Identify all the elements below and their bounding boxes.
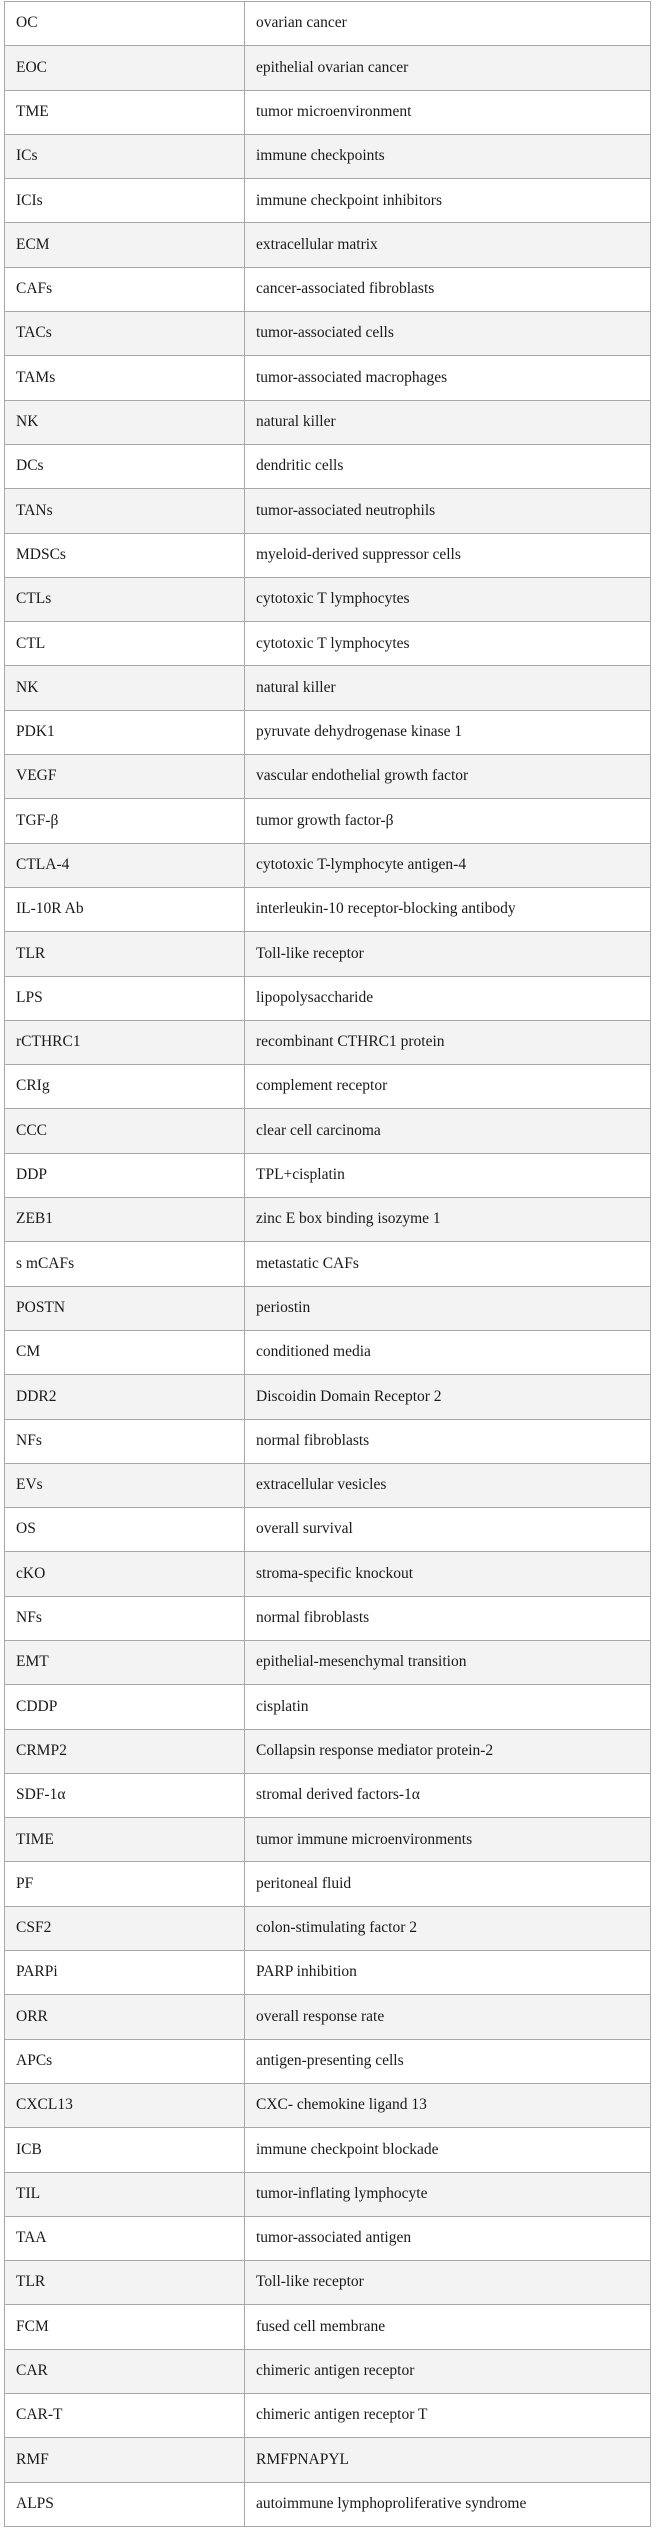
definition-cell: lipopolysaccharide bbox=[245, 976, 651, 1020]
table-row bbox=[5, 1198, 651, 1242]
abbreviation-cell: cKO bbox=[5, 1552, 245, 1596]
definition-cell: overall survival bbox=[245, 1508, 651, 1552]
abbreviation-cell: CXCL13 bbox=[5, 2083, 245, 2127]
table-row bbox=[5, 1685, 651, 1729]
definition-cell: cytotoxic T-lymphocyte antigen-4 bbox=[245, 843, 651, 887]
abbreviation-cell: CAFs bbox=[5, 267, 245, 311]
abbreviation-cell: CTLA-4 bbox=[5, 843, 245, 887]
table-row bbox=[5, 1951, 651, 1995]
abbreviation-cell: TAMs bbox=[5, 356, 245, 400]
definition-cell: interleukin-10 receptor-blocking antibody bbox=[245, 887, 651, 931]
definition-cell: metastatic CAFs bbox=[245, 1242, 651, 1286]
abbreviation-cell: DDR2 bbox=[5, 1375, 245, 1419]
definition-cell: Collapsin response mediator protein-2 bbox=[245, 1729, 651, 1773]
abbreviation-cell: CDDP bbox=[5, 1685, 245, 1729]
definition-cell: cytotoxic T lymphocytes bbox=[245, 622, 651, 666]
abbreviation-cell: EVs bbox=[5, 1463, 245, 1507]
definition-cell: stromal derived factors-1α bbox=[245, 1773, 651, 1817]
definition-cell: myeloid-derived suppressor cells bbox=[245, 533, 651, 577]
definition-cell: tumor-associated neutrophils bbox=[245, 489, 651, 533]
definition-cell: cisplatin bbox=[245, 1685, 651, 1729]
abbreviation-cell: CRMP2 bbox=[5, 1729, 245, 1773]
definition-cell: peritoneal fluid bbox=[245, 1862, 651, 1906]
definition-cell: stroma-specific knockout bbox=[245, 1552, 651, 1596]
abbreviation-cell: CRIg bbox=[5, 1065, 245, 1109]
definition-cell: clear cell carcinoma bbox=[245, 1109, 651, 1153]
abbreviation-cell: NFs bbox=[5, 1419, 245, 1463]
abbreviation-cell: CSF2 bbox=[5, 1906, 245, 1950]
table-row bbox=[5, 799, 651, 843]
definition-cell: tumor-associated antigen bbox=[245, 2216, 651, 2260]
abbreviation-cell: TLR bbox=[5, 2261, 245, 2305]
table-row bbox=[5, 1286, 651, 1330]
abbreviation-cell: TIME bbox=[5, 1818, 245, 1862]
table-row bbox=[5, 622, 651, 666]
definition-cell: pyruvate dehydrogenase kinase 1 bbox=[245, 710, 651, 754]
abbreviation-cell: POSTN bbox=[5, 1286, 245, 1330]
definition-cell: Discoidin Domain Receptor 2 bbox=[245, 1375, 651, 1419]
definition-cell: tumor-associated macrophages bbox=[245, 356, 651, 400]
abbreviation-cell: TGF-β bbox=[5, 799, 245, 843]
table-row bbox=[5, 2083, 651, 2127]
abbreviation-cell: TAA bbox=[5, 2216, 245, 2260]
abbreviation-cell: ZEB1 bbox=[5, 1198, 245, 1242]
table-row bbox=[5, 1153, 651, 1197]
definition-cell: immune checkpoints bbox=[245, 134, 651, 178]
table-row bbox=[5, 90, 651, 134]
abbreviation-cell: TACs bbox=[5, 312, 245, 356]
table-row bbox=[5, 2128, 651, 2172]
abbreviation-cell: TLR bbox=[5, 932, 245, 976]
table-row bbox=[5, 267, 651, 311]
abbreviation-cell: DDP bbox=[5, 1153, 245, 1197]
definition-cell: tumor-inflating lymphocyte bbox=[245, 2172, 651, 2216]
table-row bbox=[5, 1375, 651, 1419]
abbreviation-cell: SDF-1α bbox=[5, 1773, 245, 1817]
abbreviation-cell: ORR bbox=[5, 1995, 245, 2039]
table-row bbox=[5, 400, 651, 444]
abbreviation-cell: CTLs bbox=[5, 577, 245, 621]
abbreviation-cell: EOC bbox=[5, 46, 245, 90]
table-row bbox=[5, 1330, 651, 1374]
table-row bbox=[5, 1242, 651, 1286]
abbreviation-cell: RMF bbox=[5, 2438, 245, 2482]
definition-cell: autoimmune lymphoproliferative syndrome bbox=[245, 2482, 651, 2526]
abbreviation-cell: DCs bbox=[5, 444, 245, 488]
table-row bbox=[5, 2261, 651, 2305]
table-row bbox=[5, 179, 651, 223]
definition-cell: extracellular vesicles bbox=[245, 1463, 651, 1507]
abbreviation-cell: LPS bbox=[5, 976, 245, 1020]
definition-cell: tumor immune microenvironments bbox=[245, 1818, 651, 1862]
definition-cell: conditioned media bbox=[245, 1330, 651, 1374]
definition-cell: chimeric antigen receptor T bbox=[245, 2394, 651, 2438]
table-row bbox=[5, 2039, 651, 2083]
abbreviation-cell: OS bbox=[5, 1508, 245, 1552]
definition-cell: colon-stimulating factor 2 bbox=[245, 1906, 651, 1950]
abbreviation-cell: NFs bbox=[5, 1596, 245, 1640]
abbreviation-cell: TME bbox=[5, 90, 245, 134]
abbreviation-cell: ECM bbox=[5, 223, 245, 267]
table-row bbox=[5, 533, 651, 577]
definition-cell: tumor-associated cells bbox=[245, 312, 651, 356]
abbreviation-cell: IL-10R Ab bbox=[5, 887, 245, 931]
definition-cell: immune checkpoint blockade bbox=[245, 2128, 651, 2172]
abbreviation-cell: NK bbox=[5, 666, 245, 710]
abbreviation-cell: VEGF bbox=[5, 755, 245, 799]
definition-cell: Toll-like receptor bbox=[245, 2261, 651, 2305]
abbreviation-cell: CAR-T bbox=[5, 2394, 245, 2438]
table-row bbox=[5, 1463, 651, 1507]
definition-cell: fused cell membrane bbox=[245, 2305, 651, 2349]
table-row bbox=[5, 666, 651, 710]
table-row bbox=[5, 46, 651, 90]
abbreviation-cell: s mCAFs bbox=[5, 1242, 245, 1286]
definition-cell: periostin bbox=[245, 1286, 651, 1330]
table-row bbox=[5, 1773, 651, 1817]
table-row bbox=[5, 1818, 651, 1862]
definition-cell: extracellular matrix bbox=[245, 223, 651, 267]
abbreviation-cell: CM bbox=[5, 1330, 245, 1374]
table-row bbox=[5, 843, 651, 887]
definition-cell: RMFPNAPYL bbox=[245, 2438, 651, 2482]
abbreviation-cell: TIL bbox=[5, 2172, 245, 2216]
table-row bbox=[5, 2216, 651, 2260]
abbreviation-cell: EMT bbox=[5, 1640, 245, 1684]
definition-cell: natural killer bbox=[245, 400, 651, 444]
definition-cell: ovarian cancer bbox=[245, 2, 651, 46]
abbreviation-cell: ICs bbox=[5, 134, 245, 178]
table-row bbox=[5, 2349, 651, 2393]
table-row bbox=[5, 1995, 651, 2039]
table-row bbox=[5, 710, 651, 754]
table-row bbox=[5, 312, 651, 356]
definition-cell: vascular endothelial growth factor bbox=[245, 755, 651, 799]
table-row bbox=[5, 976, 651, 1020]
abbreviation-cell: CCC bbox=[5, 1109, 245, 1153]
definition-cell: antigen-presenting cells bbox=[245, 2039, 651, 2083]
table-row bbox=[5, 2305, 651, 2349]
definition-cell: immune checkpoint inhibitors bbox=[245, 179, 651, 223]
abbreviation-cell: NK bbox=[5, 400, 245, 444]
abbreviation-cell: FCM bbox=[5, 2305, 245, 2349]
table-row bbox=[5, 1906, 651, 1950]
abbreviation-cell: MDSCs bbox=[5, 533, 245, 577]
table-row bbox=[5, 1596, 651, 1640]
definition-cell: cancer-associated fibroblasts bbox=[245, 267, 651, 311]
definition-cell: natural killer bbox=[245, 666, 651, 710]
abbreviation-cell: APCs bbox=[5, 2039, 245, 2083]
abbreviation-cell: TANs bbox=[5, 489, 245, 533]
table-row bbox=[5, 1729, 651, 1773]
definition-cell: epithelial-mesenchymal transition bbox=[245, 1640, 651, 1684]
abbreviation-cell: CTL bbox=[5, 622, 245, 666]
table-row bbox=[5, 755, 651, 799]
table-row bbox=[5, 2172, 651, 2216]
table-row bbox=[5, 356, 651, 400]
definition-cell: recombinant CTHRC1 protein bbox=[245, 1020, 651, 1064]
definition-cell: normal fibroblasts bbox=[245, 1596, 651, 1640]
table-row bbox=[5, 444, 651, 488]
table-row bbox=[5, 134, 651, 178]
table-row bbox=[5, 2438, 651, 2482]
definition-cell: tumor microenvironment bbox=[245, 90, 651, 134]
definition-cell: tumor growth factor-β bbox=[245, 799, 651, 843]
definition-cell: zinc E box binding isozyme 1 bbox=[245, 1198, 651, 1242]
table-row bbox=[5, 932, 651, 976]
definition-cell: Toll-like receptor bbox=[245, 932, 651, 976]
table-row bbox=[5, 1419, 651, 1463]
abbreviation-cell: PARPi bbox=[5, 1951, 245, 1995]
abbreviation-cell: PF bbox=[5, 1862, 245, 1906]
abbreviation-cell: OC bbox=[5, 2, 245, 46]
abbreviation-cell: PDK1 bbox=[5, 710, 245, 754]
definition-cell: PARP inhibition bbox=[245, 1951, 651, 1995]
table-row bbox=[5, 2394, 651, 2438]
table-row bbox=[5, 577, 651, 621]
definition-cell: overall response rate bbox=[245, 1995, 651, 2039]
table-row bbox=[5, 1508, 651, 1552]
table-row bbox=[5, 223, 651, 267]
definition-cell: TPL+cisplatin bbox=[245, 1153, 651, 1197]
table-row bbox=[5, 1109, 651, 1153]
table-row bbox=[5, 1552, 651, 1596]
abbreviations-table-body bbox=[5, 2, 651, 2527]
abbreviation-cell: ALPS bbox=[5, 2482, 245, 2526]
definition-cell: cytotoxic T lymphocytes bbox=[245, 577, 651, 621]
definition-cell: complement receptor bbox=[245, 1065, 651, 1109]
abbreviation-cell: ICIs bbox=[5, 179, 245, 223]
table-row bbox=[5, 1065, 651, 1109]
table-row bbox=[5, 887, 651, 931]
definition-cell: CXC- chemokine ligand 13 bbox=[245, 2083, 651, 2127]
table-row bbox=[5, 2482, 651, 2526]
abbreviation-cell: ICB bbox=[5, 2128, 245, 2172]
table-row bbox=[5, 489, 651, 533]
definition-cell: epithelial ovarian cancer bbox=[245, 46, 651, 90]
table-row bbox=[5, 1640, 651, 1684]
abbreviation-cell: rCTHRC1 bbox=[5, 1020, 245, 1064]
table-row bbox=[5, 1862, 651, 1906]
definition-cell: normal fibroblasts bbox=[245, 1419, 651, 1463]
table-row bbox=[5, 1020, 651, 1064]
definition-cell: chimeric antigen receptor bbox=[245, 2349, 651, 2393]
abbreviation-cell: CAR bbox=[5, 2349, 245, 2393]
abbreviations-table bbox=[4, 1, 651, 2527]
table-row bbox=[5, 2, 651, 46]
definition-cell: dendritic cells bbox=[245, 444, 651, 488]
